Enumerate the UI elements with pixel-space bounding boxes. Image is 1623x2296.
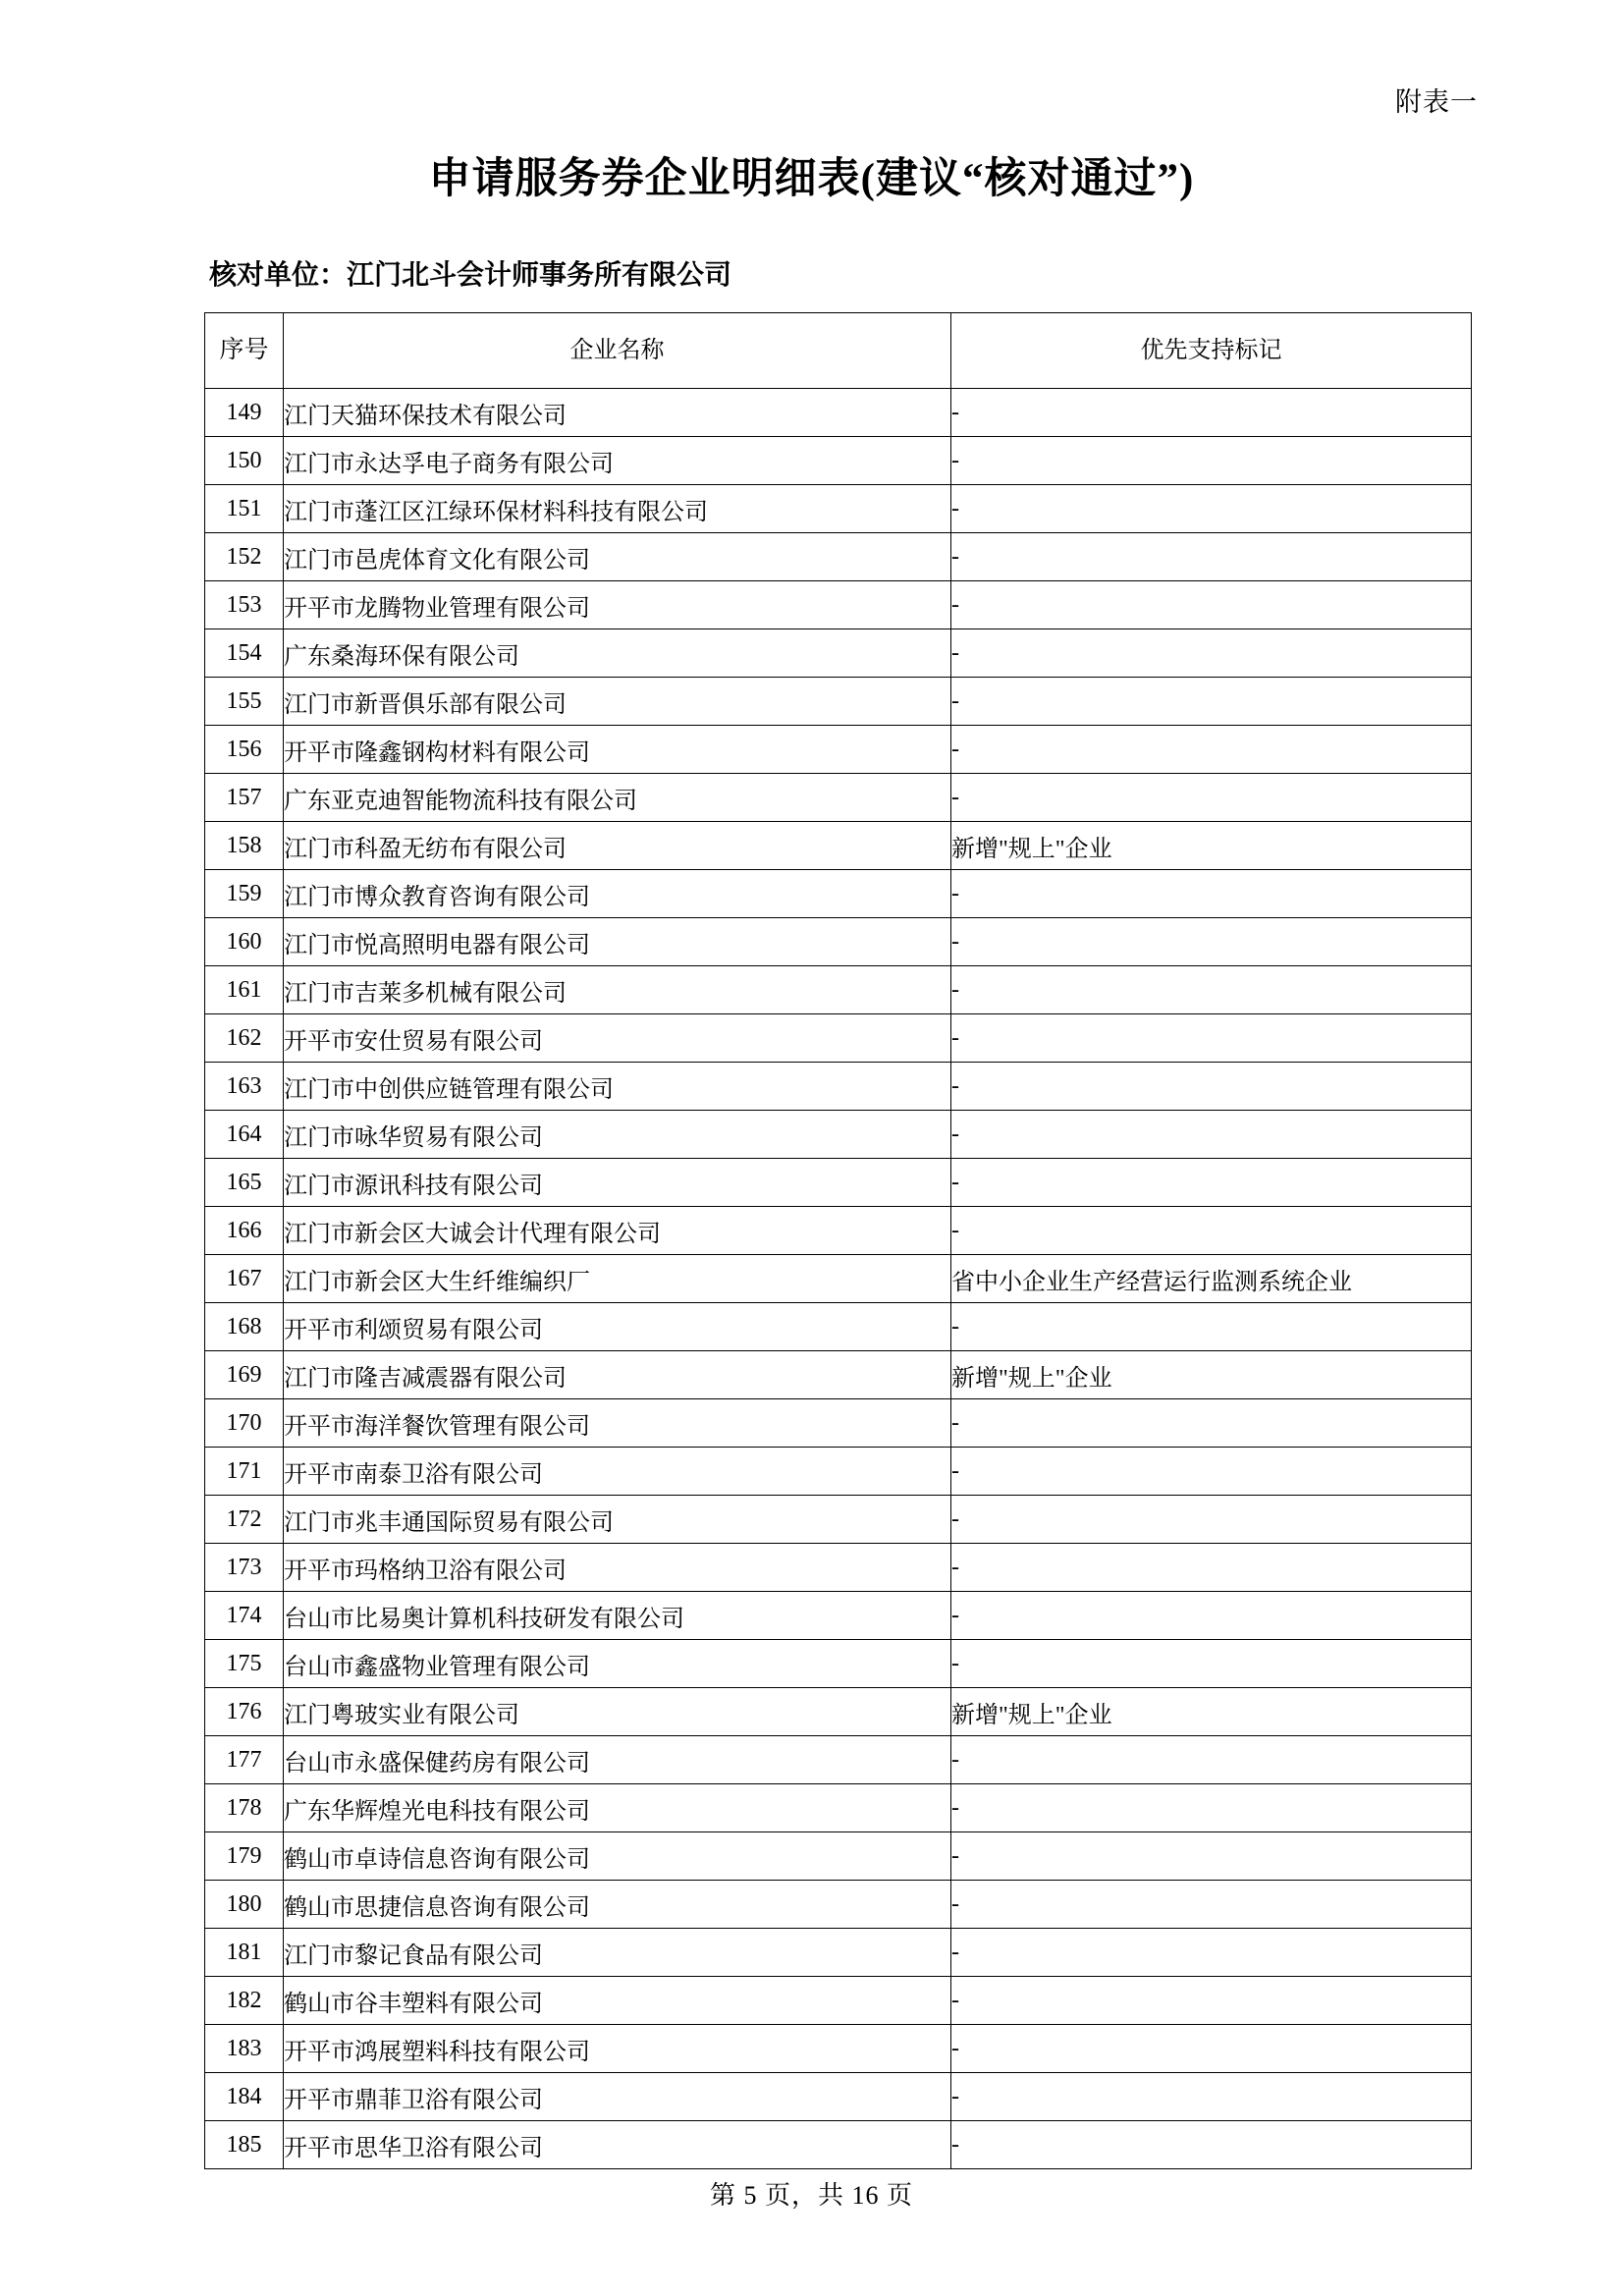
verification-unit-line: 核对单位：江门北斗会计师事务所有限公司 xyxy=(209,260,732,291)
cell-enterprise-name: 江门市新晋俱乐部有限公司 xyxy=(284,678,951,726)
cell-priority-mark: - xyxy=(951,581,1472,629)
cell-priority-mark: - xyxy=(951,1111,1472,1159)
cell-index: 158 xyxy=(205,822,284,870)
table-row xyxy=(205,1929,1472,1977)
cell-index: 154 xyxy=(205,629,284,678)
table-row xyxy=(205,678,1472,726)
cell-priority-mark: 新增"规上"企业 xyxy=(951,822,1472,870)
table-header-row xyxy=(205,313,1472,389)
table-row xyxy=(205,822,1472,870)
table-row xyxy=(205,1255,1472,1303)
table-row xyxy=(205,1544,1472,1592)
table-row xyxy=(205,1640,1472,1688)
cell-enterprise-name: 江门市黎记食品有限公司 xyxy=(284,1929,951,1977)
cell-enterprise-name: 鹤山市思捷信息咨询有限公司 xyxy=(284,1881,951,1929)
cell-priority-mark: - xyxy=(951,1207,1472,1255)
cell-enterprise-name: 江门市永达孚电子商务有限公司 xyxy=(284,437,951,485)
cell-priority-mark: - xyxy=(951,1159,1472,1207)
cell-enterprise-name: 江门市隆吉减震器有限公司 xyxy=(284,1351,951,1399)
cell-index: 161 xyxy=(205,966,284,1014)
cell-index: 182 xyxy=(205,1977,284,2025)
cell-enterprise-name: 江门市吉莱多机械有限公司 xyxy=(284,966,951,1014)
cell-index: 176 xyxy=(205,1688,284,1736)
cell-index: 160 xyxy=(205,918,284,966)
table-row xyxy=(205,1303,1472,1351)
cell-enterprise-name: 开平市思华卫浴有限公司 xyxy=(284,2121,951,2169)
cell-index: 180 xyxy=(205,1881,284,1929)
cell-index: 157 xyxy=(205,774,284,822)
table-row xyxy=(205,1111,1472,1159)
cell-enterprise-name: 台山市永盛保健药房有限公司 xyxy=(284,1736,951,1784)
table-row xyxy=(205,1063,1472,1111)
cell-priority-mark: 新增"规上"企业 xyxy=(951,1351,1472,1399)
table-row xyxy=(205,774,1472,822)
cell-priority-mark: - xyxy=(951,485,1472,533)
cell-index: 155 xyxy=(205,678,284,726)
cell-enterprise-name: 广东亚克迪智能物流科技有限公司 xyxy=(284,774,951,822)
table-row xyxy=(205,1736,1472,1784)
column-header-name: 企业名称 xyxy=(284,313,951,389)
table-row xyxy=(205,1014,1472,1063)
cell-priority-mark: - xyxy=(951,389,1472,437)
cell-enterprise-name: 开平市隆鑫钢构材料有限公司 xyxy=(284,726,951,774)
cell-priority-mark: - xyxy=(951,1303,1472,1351)
cell-priority-mark: - xyxy=(951,629,1472,678)
table-row xyxy=(205,1448,1472,1496)
table-row xyxy=(205,629,1472,678)
cell-priority-mark: - xyxy=(951,533,1472,581)
cell-index: 166 xyxy=(205,1207,284,1255)
cell-priority-mark: 省中小企业生产经营运行监测系统企业 xyxy=(951,1255,1472,1303)
table-row xyxy=(205,1207,1472,1255)
column-header-mark: 优先支持标记 xyxy=(951,313,1472,389)
cell-enterprise-name: 鹤山市卓诗信息咨询有限公司 xyxy=(284,1832,951,1881)
cell-index: 178 xyxy=(205,1784,284,1832)
table-row xyxy=(205,1832,1472,1881)
cell-index: 185 xyxy=(205,2121,284,2169)
cell-index: 170 xyxy=(205,1399,284,1448)
table-header xyxy=(205,313,1472,389)
table-row xyxy=(205,389,1472,437)
cell-index: 172 xyxy=(205,1496,284,1544)
cell-enterprise-name: 台山市比易奥计算机科技研发有限公司 xyxy=(284,1592,951,1640)
table-row xyxy=(205,2073,1472,2121)
cell-enterprise-name: 开平市海洋餐饮管理有限公司 xyxy=(284,1399,951,1448)
table-row xyxy=(205,1399,1472,1448)
cell-priority-mark: - xyxy=(951,1977,1472,2025)
table-row xyxy=(205,918,1472,966)
cell-index: 168 xyxy=(205,1303,284,1351)
cell-index: 174 xyxy=(205,1592,284,1640)
cell-priority-mark: 新增"规上"企业 xyxy=(951,1688,1472,1736)
cell-index: 164 xyxy=(205,1111,284,1159)
cell-enterprise-name: 鹤山市谷丰塑料有限公司 xyxy=(284,1977,951,2025)
table-body xyxy=(205,389,1472,2169)
cell-enterprise-name: 江门市科盈无纺布有限公司 xyxy=(284,822,951,870)
cell-priority-mark: - xyxy=(951,1736,1472,1784)
page-footer: 第 5 页，共 16 页 xyxy=(709,2181,913,2210)
cell-enterprise-name: 江门市蓬江区江绿环保材料科技有限公司 xyxy=(284,485,951,533)
cell-enterprise-name: 开平市南泰卫浴有限公司 xyxy=(284,1448,951,1496)
table-row xyxy=(205,1977,1472,2025)
cell-enterprise-name: 江门市咏华贸易有限公司 xyxy=(284,1111,951,1159)
cell-enterprise-name: 江门市源讯科技有限公司 xyxy=(284,1159,951,1207)
cell-priority-mark: - xyxy=(951,1832,1472,1881)
cell-priority-mark: - xyxy=(951,1399,1472,1448)
table-row xyxy=(205,1784,1472,1832)
cell-priority-mark: - xyxy=(951,1063,1472,1111)
table-row xyxy=(205,437,1472,485)
cell-index: 173 xyxy=(205,1544,284,1592)
cell-index: 150 xyxy=(205,437,284,485)
cell-priority-mark: - xyxy=(951,2073,1472,2121)
cell-priority-mark: - xyxy=(951,726,1472,774)
cell-index: 177 xyxy=(205,1736,284,1784)
cell-index: 165 xyxy=(205,1159,284,1207)
table-row xyxy=(205,1592,1472,1640)
cell-index: 175 xyxy=(205,1640,284,1688)
cell-enterprise-name: 开平市安仕贸易有限公司 xyxy=(284,1014,951,1063)
table-row xyxy=(205,1351,1472,1399)
table-row xyxy=(205,1159,1472,1207)
cell-enterprise-name: 江门粤玻实业有限公司 xyxy=(284,1688,951,1736)
cell-enterprise-name: 江门市新会区大诚会计代理有限公司 xyxy=(284,1207,951,1255)
cell-index: 153 xyxy=(205,581,284,629)
cell-priority-mark: - xyxy=(951,966,1472,1014)
table-row xyxy=(205,870,1472,918)
cell-priority-mark: - xyxy=(951,678,1472,726)
table-row xyxy=(205,726,1472,774)
attachment-label: 附表一 xyxy=(1395,87,1478,117)
cell-index: 159 xyxy=(205,870,284,918)
table-row xyxy=(205,485,1472,533)
page-title: 申请服务券企业明细表(建议“核对通过”) xyxy=(428,156,1195,202)
cell-enterprise-name: 台山市鑫盛物业管理有限公司 xyxy=(284,1640,951,1688)
cell-index: 179 xyxy=(205,1832,284,1881)
cell-index: 184 xyxy=(205,2073,284,2121)
table-row xyxy=(205,533,1472,581)
cell-priority-mark: - xyxy=(951,1784,1472,1832)
cell-index: 152 xyxy=(205,533,284,581)
cell-priority-mark: - xyxy=(951,2025,1472,2073)
cell-priority-mark: - xyxy=(951,774,1472,822)
cell-index: 149 xyxy=(205,389,284,437)
cell-priority-mark: - xyxy=(951,1929,1472,1977)
cell-enterprise-name: 开平市龙腾物业管理有限公司 xyxy=(284,581,951,629)
table-row xyxy=(205,966,1472,1014)
cell-index: 162 xyxy=(205,1014,284,1063)
cell-priority-mark: - xyxy=(951,437,1472,485)
cell-priority-mark: - xyxy=(951,1640,1472,1688)
table-row xyxy=(205,1688,1472,1736)
cell-priority-mark: - xyxy=(951,1448,1472,1496)
cell-priority-mark: - xyxy=(951,1544,1472,1592)
cell-enterprise-name: 江门市悦高照明电器有限公司 xyxy=(284,918,951,966)
cell-index: 171 xyxy=(205,1448,284,1496)
table-row xyxy=(205,581,1472,629)
cell-priority-mark: - xyxy=(951,1496,1472,1544)
cell-enterprise-name: 江门市中创供应链管理有限公司 xyxy=(284,1063,951,1111)
cell-priority-mark: - xyxy=(951,2121,1472,2169)
cell-priority-mark: - xyxy=(951,1592,1472,1640)
cell-enterprise-name: 广东华辉煌光电科技有限公司 xyxy=(284,1784,951,1832)
column-header-index: 序号 xyxy=(205,313,284,389)
table-row xyxy=(205,2121,1472,2169)
cell-enterprise-name: 江门市新会区大生纤维编织厂 xyxy=(284,1255,951,1303)
cell-enterprise-name: 江门市邑虎体育文化有限公司 xyxy=(284,533,951,581)
cell-index: 169 xyxy=(205,1351,284,1399)
cell-enterprise-name: 开平市鸿展塑料科技有限公司 xyxy=(284,2025,951,2073)
cell-enterprise-name: 开平市鼎菲卫浴有限公司 xyxy=(284,2073,951,2121)
cell-priority-mark: - xyxy=(951,1014,1472,1063)
cell-enterprise-name: 开平市玛格纳卫浴有限公司 xyxy=(284,1544,951,1592)
cell-enterprise-name: 开平市利颂贸易有限公司 xyxy=(284,1303,951,1351)
cell-index: 167 xyxy=(205,1255,284,1303)
cell-enterprise-name: 广东桑海环保有限公司 xyxy=(284,629,951,678)
cell-enterprise-name: 江门市博众教育咨询有限公司 xyxy=(284,870,951,918)
cell-priority-mark: - xyxy=(951,918,1472,966)
cell-priority-mark: - xyxy=(951,870,1472,918)
table-row xyxy=(205,1881,1472,1929)
cell-enterprise-name: 江门市兆丰通国际贸易有限公司 xyxy=(284,1496,951,1544)
table-row xyxy=(205,2025,1472,2073)
cell-priority-mark: - xyxy=(951,1881,1472,1929)
cell-index: 151 xyxy=(205,485,284,533)
cell-index: 163 xyxy=(205,1063,284,1111)
cell-enterprise-name: 江门天猫环保技术有限公司 xyxy=(284,389,951,437)
cell-index: 183 xyxy=(205,2025,284,2073)
cell-index: 181 xyxy=(205,1929,284,1977)
enterprise-table-wrapper xyxy=(204,312,1471,2169)
enterprise-table xyxy=(204,312,1472,2169)
cell-index: 156 xyxy=(205,726,284,774)
table-row xyxy=(205,1496,1472,1544)
